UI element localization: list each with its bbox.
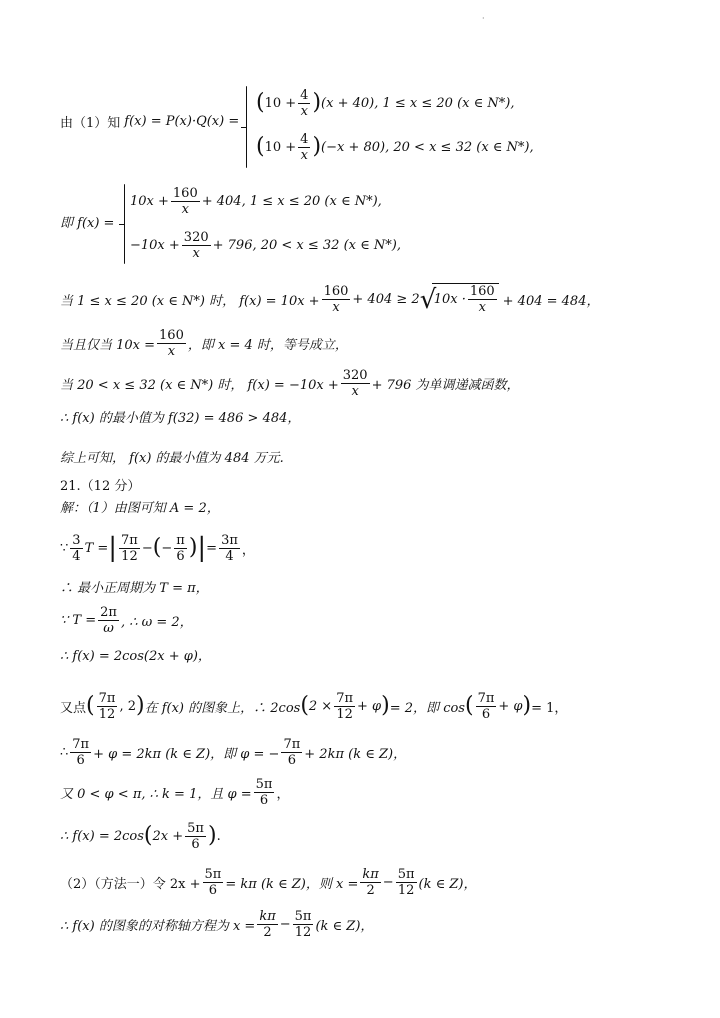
- line12: ∵ T = $\frac{2\pi}{\omega}$ , ∴ ω = 2，: [60, 604, 193, 636]
- line3-sqrt: √ 10x · $\frac{160}{x}$: [432, 283, 499, 315]
- line2-prefix: [60, 212, 114, 231]
- line11: ∴ 最小正周期为 T = π，: [60, 581, 209, 596]
- line9: 解：（1）由图可知 A = 2，: [60, 501, 220, 516]
- page-mark: ·: [482, 14, 485, 23]
- line5: 当 20 < x ≤ 32 (x ∈ N*) 时， f(x) = −10x + $\frac{320}{x}$ + 796 为单调递减函数，: [60, 367, 520, 399]
- line18: （2）（方法一）令 2x + $\frac{5\pi}{6}$ = kπ (k ∈ Z)，则 x = $\frac{k\pi}{2}$ − $\frac{5\pi}{12}$ (k ∈ Z)，: [60, 866, 477, 898]
- line1-case1-ten: 10 +: [264, 95, 297, 111]
- line1-case2-tail: (−x + 80), 20 < x ≤ 32 (x ∈ N*),: [321, 139, 534, 155]
- line1-case2-frac: $\frac{4}{x}$: [300, 131, 309, 163]
- line2-case2: −10x + $\frac{320}{x}$ + 796, 20 < x ≤ 32 (x ∈ N*),: [130, 229, 401, 261]
- line7: 综上可知， f(x) 的最小值为 484 万元.: [60, 451, 284, 466]
- line13: ∴ f(x) = 2cos(2x + φ)，: [60, 649, 211, 664]
- line1-case1-frac: $\frac{4}{x}$: [300, 87, 309, 119]
- line4: 当且仅当 10x = $\frac{160}{x}$ ，即 x = 4 时，等号成立，: [60, 327, 348, 359]
- line1-case1: ( 10 + $\frac{4}{x}$ ) (x + 40), 1 ≤ x ≤ 20 (x ∈ N*),: [256, 87, 515, 119]
- line19: ∴ f(x) 的图象的对称轴方程为 x = $\frac{k\pi}{2}$ − $\frac{5\pi}{12}$ (k ∈ Z)，: [60, 908, 374, 940]
- line16: 又 0 < φ < π, ∴ k = 1，且 φ = $\frac{5\pi}{6}$ ，: [60, 776, 290, 808]
- line1-case2-ten: 10 +: [264, 139, 297, 155]
- line1-prefix: [60, 112, 239, 131]
- line1-case2: ( 10 + $\frac{4}{x}$ ) (−x + 80), 20 < x ≤ 32 (x ∈ N*),: [256, 131, 534, 163]
- line6: ∴ f(x) 的最小值为 f(32) = 486 > 484，: [60, 411, 301, 426]
- line17: ∴ f(x) = 2cos ( 2x + $\frac{5\pi}{6}$ ) .: [60, 820, 221, 852]
- line14: 又点 ( $\frac{7\pi}{12}$ , 2 ) 在 f(x) 的图象上，∴ 2cos ( 2 × $\frac{7\pi}{12}$ + φ ) = 2，即 cos ( $\frac{7\pi}{6}$ + φ ) = 1，: [60, 690, 568, 722]
- line2-case1: 10x + $\frac{160}{x}$ + 404, 1 ≤ x ≤ 20 (x ∈ N*),: [130, 185, 382, 217]
- question-21-header: 21.（12 分）: [60, 479, 141, 494]
- line3: 当 1 ≤ x ≤ 20 (x ∈ N*) 时， f(x) = 10x + $\frac{160}{x}$ + 404 ≥ 2 √ 10x · $\frac{160}{x}$ + 404 = 484，: [60, 282, 599, 316]
- line2-brace: [124, 184, 125, 264]
- line1-case1-tail: (x + 40), 1 ≤ x ≤ 20 (x ∈ N*),: [321, 95, 515, 111]
- line1-brace: [246, 86, 247, 168]
- line15: ∴ $\frac{7\pi}{6}$ + φ = 2kπ (k ∈ Z)，即 φ = − $\frac{7\pi}{6}$ + 2kπ (k ∈ Z)，: [60, 736, 407, 768]
- line10: ∵ $\frac{3}{4}$ T = | $\frac{7\pi}{12}$ − ( − $\frac{\pi}{6}$ ) | = $\frac{3\pi}{4}$ ，: [60, 532, 255, 564]
- line2-prefix-text: 即 f(x) =: [60, 216, 115, 231]
- line1-lhs: f(x) = P(x)·Q(x) =: [124, 114, 240, 129]
- line1-prefix-text: 由（1）知: [60, 116, 121, 131]
